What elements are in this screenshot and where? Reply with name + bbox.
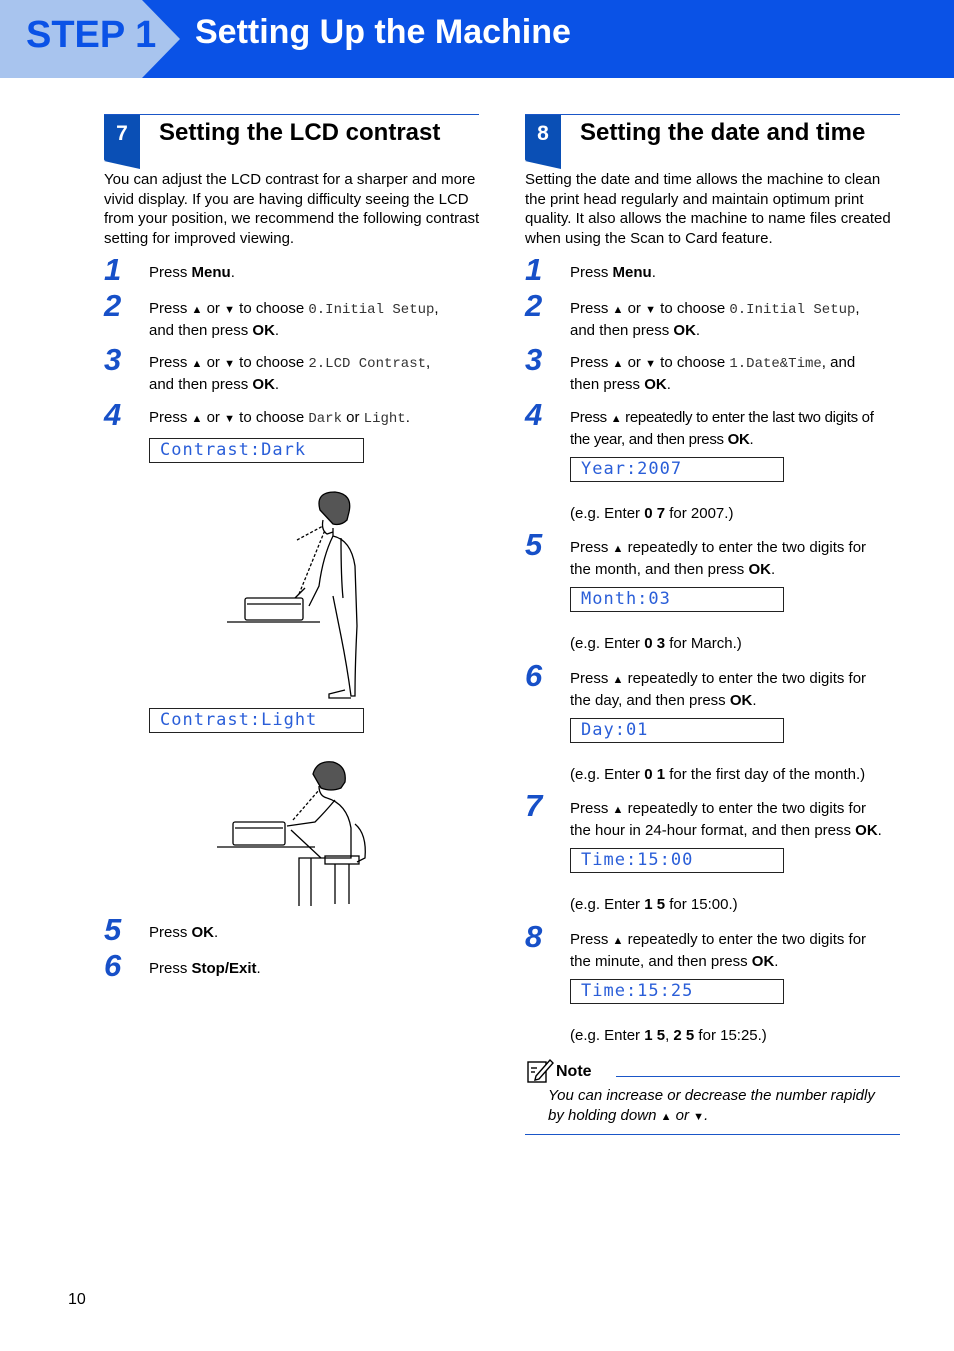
up-arrow-icon: ▲ [612, 543, 624, 555]
page-number: 10 [68, 1291, 86, 1308]
up-arrow-icon: ▲ [191, 304, 203, 316]
note-text: You can increase or decrease the number rapidly by holding down ▲ or ▼. [548, 1087, 875, 1124]
lcd-display-day: Day:01 [570, 718, 784, 743]
note-pencil-icon [526, 1058, 554, 1084]
seated-person-illustration [215, 760, 375, 908]
up-arrow-icon: ▲ [612, 304, 624, 316]
example-text: (e.g. Enter 1 5, 2 5 for 15:25.) [570, 1027, 767, 1044]
step-text: Press ▲ or ▼ to choose Dark or Light. [149, 409, 410, 427]
standing-person-illustration [225, 490, 365, 700]
step-text: Press ▲ or ▼ to choose 2.LCD Contrast, and then press OK. [149, 354, 431, 393]
step-number: 4 [104, 397, 122, 432]
step-number: 3 [525, 342, 543, 377]
step-text: Press ▲ repeatedly to enter the two digits for the month, and then press OK. [570, 539, 867, 578]
step-text: Press Menu. [149, 264, 235, 281]
up-arrow-icon: ▲ [612, 935, 624, 947]
step-text: Press ▲ or ▼ to choose 0.Initial Setup, and then press OK. [570, 300, 860, 339]
step-text: Press Menu. [570, 264, 656, 281]
down-arrow-icon: ▼ [693, 1110, 705, 1123]
up-arrow-icon: ▲ [612, 358, 624, 370]
down-arrow-icon: ▼ [224, 358, 235, 370]
step-number: 5 [104, 912, 122, 947]
section-badge: 7 [104, 115, 140, 161]
up-arrow-icon: ▲ [191, 413, 203, 425]
page-header [0, 0, 954, 78]
lcd-display-minute: Time:15:25 [570, 979, 784, 1004]
step-text: Press ▲ repeatedly to enter the two digits for the day, and then press OK. [570, 670, 867, 709]
section-intro: You can adjust the LCD contrast for a sharper and more vivid display. If you are having difficulty seeing the LCD from your position, we recommend the following contrast setting for improved viewing. [104, 171, 480, 247]
section-title: Setting the LCD contrast [159, 119, 441, 146]
note-rule-bottom [525, 1134, 900, 1135]
note-label: Note [556, 1063, 592, 1080]
step-number: 2 [104, 288, 122, 323]
step-number: 6 [104, 948, 122, 983]
example-text: (e.g. Enter 0 7 for 2007.) [570, 505, 734, 522]
step-label: STEP 1 [26, 14, 157, 56]
step-text: Press ▲ or ▼ to choose 0.Initial Setup, and then press OK. [149, 300, 439, 339]
up-arrow-icon: ▲ [612, 804, 624, 816]
up-arrow-icon: ▲ [660, 1110, 672, 1123]
example-text: (e.g. Enter 1 5 for 15:00.) [570, 896, 738, 913]
lcd-display-month: Month:03 [570, 587, 784, 612]
section-title: Setting the date and time [580, 119, 866, 146]
step-number: 5 [525, 527, 543, 562]
lcd-display-hour: Time:15:00 [570, 848, 784, 873]
step-number: 6 [525, 658, 543, 693]
down-arrow-icon: ▼ [224, 304, 235, 316]
section-rule [525, 114, 900, 115]
step-text: Press ▲ repeatedly to enter the two digits for the hour in 24-hour format, and then press OK. [570, 800, 882, 839]
section-rule [104, 114, 479, 115]
step-number: 2 [525, 288, 543, 323]
example-text: (e.g. Enter 0 1 for the first day of the month.) [570, 766, 866, 783]
step-text: Press ▲ repeatedly to enter the two digits for the minute, and then press OK. [570, 931, 867, 970]
step-number: 8 [525, 919, 543, 954]
step-text: Press OK. [149, 924, 219, 941]
section-badge: 8 [525, 115, 561, 161]
step-text: Press ▲ or ▼ to choose 1.Date&Time, and then press OK. [570, 354, 856, 393]
step-number: 3 [104, 342, 122, 377]
down-arrow-icon: ▼ [645, 358, 656, 370]
lcd-display-light: Contrast:Light [149, 708, 364, 733]
up-arrow-icon: ▲ [612, 674, 624, 686]
step-number: 7 [525, 788, 543, 823]
step-text: Press ▲ repeatedly to enter the last two digits of the year, and then press OK. [570, 409, 874, 448]
step-number: 1 [525, 252, 543, 287]
up-arrow-icon: ▲ [191, 358, 203, 370]
example-text: (e.g. Enter 0 3 for March.) [570, 635, 742, 652]
step-text: Press Stop/Exit. [149, 960, 261, 977]
step-number: 4 [525, 397, 543, 432]
note-rule-top [616, 1076, 900, 1077]
up-arrow-icon: ▲ [610, 413, 622, 425]
step-number: 1 [104, 252, 122, 287]
page-title: Setting Up the Machine [195, 13, 571, 51]
section-intro: Setting the date and time allows the machine to clean the print head regularly and maintain optimum print quality. It also allows the machine to name files created when using the Scan to Card feature. [525, 171, 891, 247]
lcd-display-year: Year:2007 [570, 457, 784, 482]
lcd-display-dark: Contrast:Dark [149, 438, 364, 463]
down-arrow-icon: ▼ [224, 413, 235, 425]
down-arrow-icon: ▼ [645, 304, 656, 316]
